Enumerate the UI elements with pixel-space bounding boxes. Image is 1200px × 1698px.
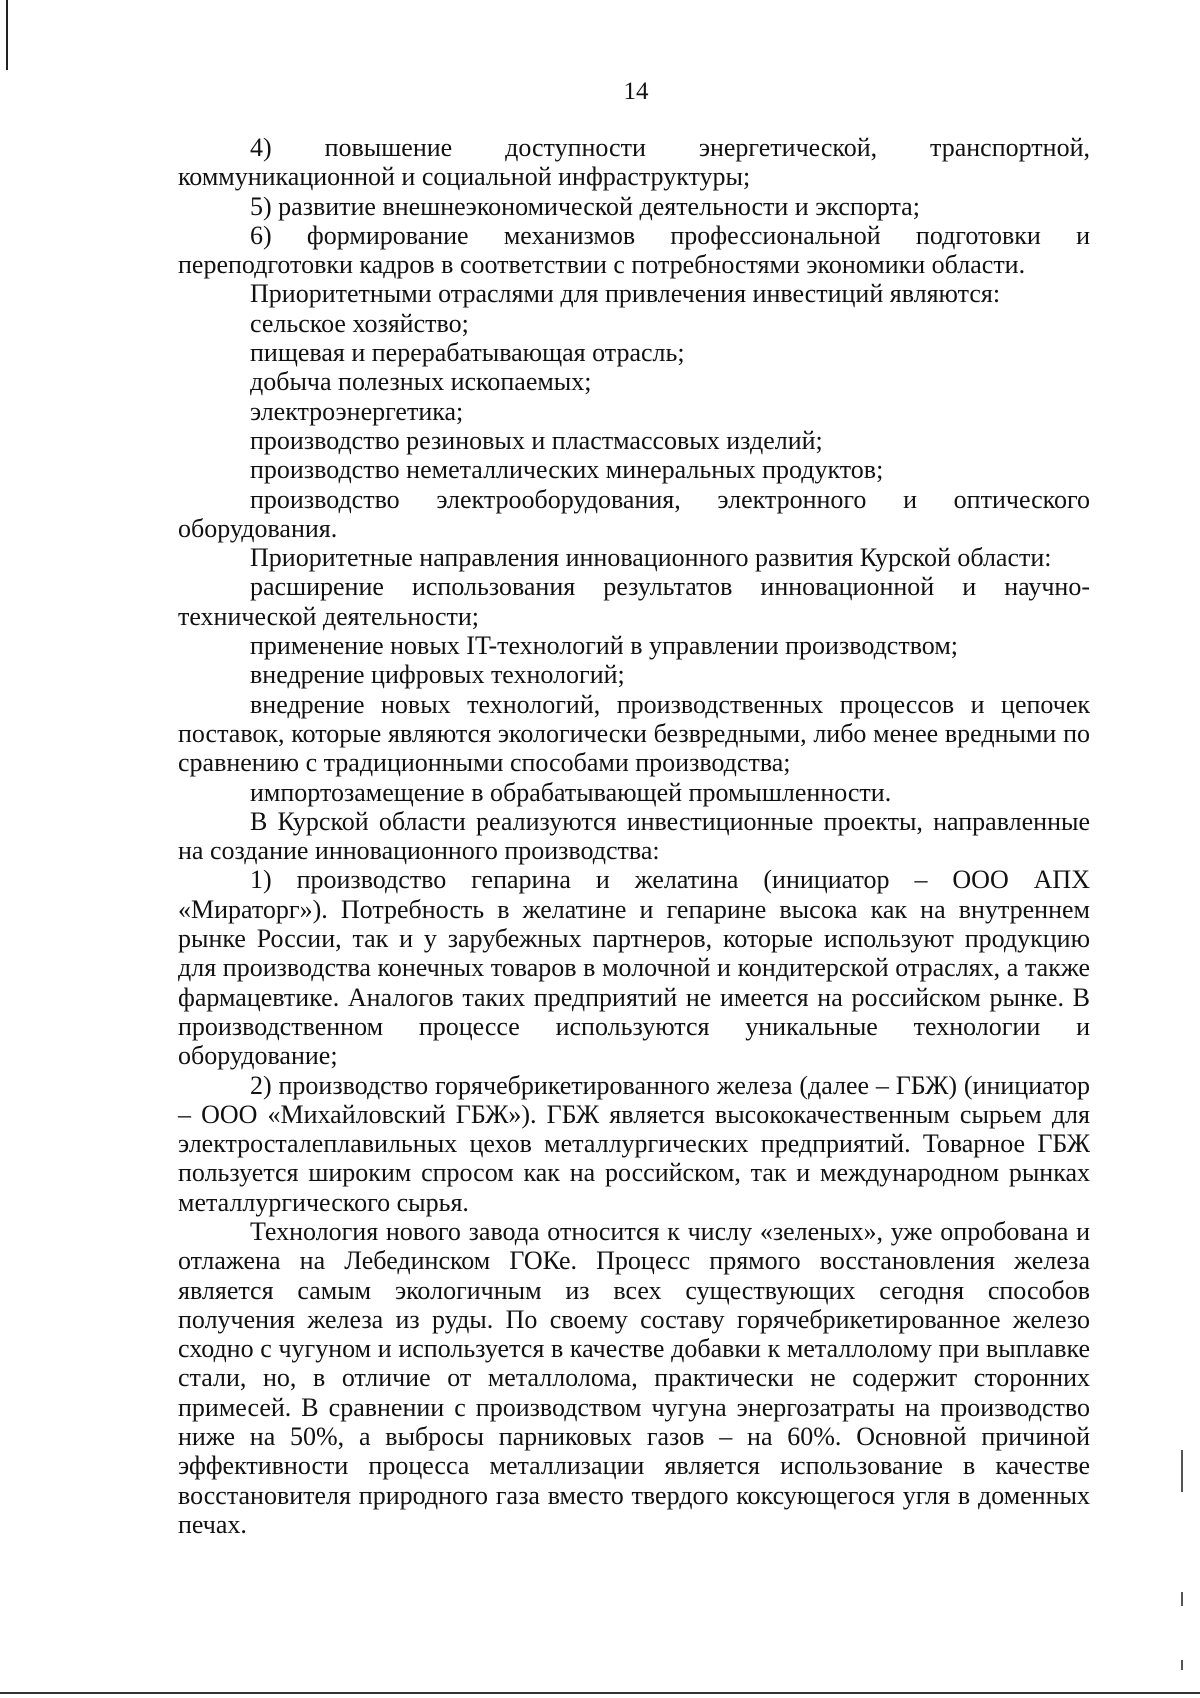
scan-edge-left [6, 0, 8, 70]
direction-import-substitution: импортозамещение в обрабатывающей промышленности. [250, 777, 892, 807]
scan-mark-right-1 [1181, 1450, 1183, 1492]
projects-intro: В Курской области реализуются инвестиционные проекты, направленные на создание инновационного производства: [178, 806, 1090, 866]
list-item-4: 4) повышение доступности энергетической, транспортной, коммуникационной и социальной инфраструктуры; [178, 133, 1090, 192]
scan-edge-bottom [0, 1692, 1200, 1694]
direction-it-technologies: применение новых IT-технологий в управлении производством; [250, 631, 958, 661]
scan-mark-right-3 [1181, 1660, 1183, 1670]
project-hbi: 2) производство горячебрикетированного железа (далее – ГБЖ) (инициатор – ООО «Михайловский ГБЖ»). ГБЖ является высококачественным сырьем для электросталеплавильных цехов металлургических предприятий. Товарное ГБЖ пользуется широким спросом как на российском, так и международном рынках металлургического сырья. [178, 1070, 1090, 1217]
project-heparin-gelatin: 1) производство гепарина и желатина (инициатор – ООО АПХ «Мираторг»). Потребность в желатине и гепарине высока как на внутреннем рынке России, так и у зарубежных партнеров, которые используют продукцию для производства конечных товаров в молочной и кондитерской отраслях, а также фармацевтике. Аналогов таких предприятий не имеется на российском рынке. В производственном процессе используются уникальные технологии и оборудование; [178, 865, 1090, 1071]
innovation-directions-intro: Приоритетные направления инновационного развития Курской области: [250, 543, 1052, 573]
sector-mining: добыча полезных ископаемых; [250, 367, 592, 397]
sector-rubber-plastics: производство резиновых и пластмассовых изделий; [250, 425, 823, 455]
sector-agriculture: сельское хозяйство; [250, 308, 469, 338]
direction-research-results: расширение использования результатов инновационной и научно-технической деятельности; [178, 572, 1090, 631]
scan-mark-right-2 [1181, 1592, 1183, 1606]
sector-power: электроэнергетика; [250, 396, 464, 426]
list-item-5: 5) развитие внешнеэкономической деятельности и экспорта; [250, 191, 920, 221]
document-body [178, 133, 1090, 1539]
sector-food-processing: пищевая и перерабатывающая отрасль; [250, 338, 685, 368]
priority-sectors-intro: Приоритетными отраслями для привлечения инвестиций являются: [250, 279, 1001, 309]
direction-digital-technologies: внедрение цифровых технологий; [250, 660, 625, 690]
sector-nonmetallic-minerals: производство неметаллических минеральных продуктов; [250, 455, 884, 485]
page-number: 14 [623, 78, 649, 105]
list-item-6: 6) формирование механизмов профессиональной подготовки и переподготовки кадров в соответствии с потребностями экономики области. [178, 220, 1090, 280]
direction-eco-technologies: внедрение новых технологий, производственных процессов и цепочек поставок, которые являются экологически безвредными, либо менее вредными по сравнению с традиционными способами производства; [178, 689, 1090, 778]
hbi-technology-paragraph: Технология нового завода относится к числу «зеленых», уже опробована и отлажена на Лебединском ГОКе. Процесс прямого восстановления железа является самым экологичным из всех существующих сегодня способов получения железа из руды. По своему составу горячебрикетированное железо сходно с чугуном и используется в качестве добавки к металлолому при выплавке стали, но, в отличие от металлолома, практически не содержит сторонних примесей. В сравнении с производством чугуна энергозатраты на производство ниже на 50%, а выбросы парниковых газов – на 60%. Основной причиной эффективности процесса металлизации является использование в качестве восстановителя природного газа вместо твердого коксующегося угля в доменных печах. [178, 1216, 1090, 1539]
sector-electrical-equipment: производство электрооборудования, электронного и оптического оборудования. [178, 484, 1090, 543]
